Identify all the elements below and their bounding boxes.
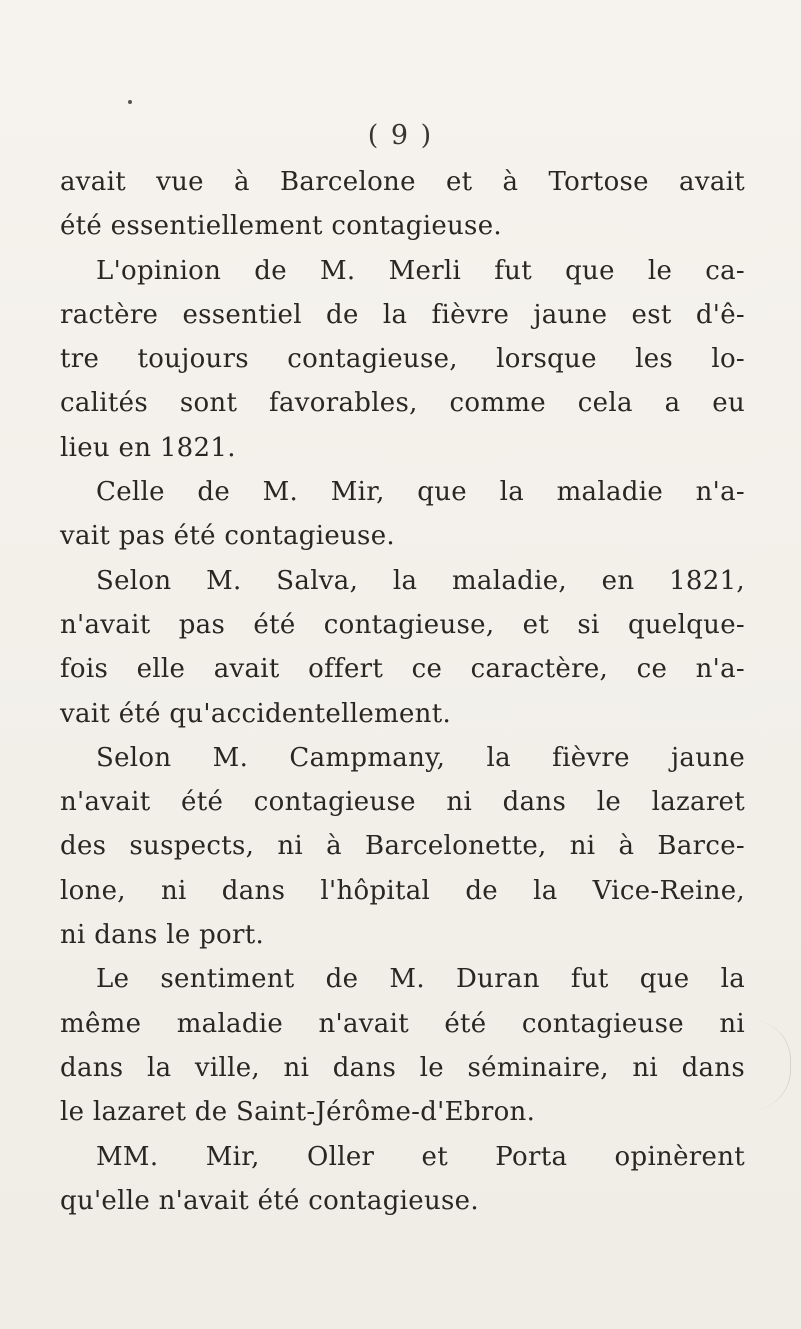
text-line: Selon M. Salva, la maladie, en 1821, (96, 565, 745, 596)
body-text (60, 160, 745, 1223)
text-line: calités sont favorables, comme cela a eu (60, 388, 745, 419)
ink-speck (128, 100, 132, 104)
text-line: même maladie n'avait été contagieuse ni (60, 1008, 745, 1039)
text-line: n'avait pas été contagieuse, et si quelque- (60, 609, 745, 640)
text-line: lone, ni dans l'hôpital de la Vice-Reine, (60, 875, 745, 906)
text-line: tre toujours contagieuse, lorsque les lo- (60, 344, 745, 375)
text-line: le lazaret de Saint-Jérôme-d'Ebron. (60, 1097, 536, 1128)
text-line: Celle de M. Mir, que la maladie n'a- (96, 477, 745, 508)
text-line: des suspects, ni à Barcelonette, ni à Barce- (60, 831, 745, 862)
text-line: Le sentiment de M. Duran fut que la (96, 964, 745, 995)
text-line: Selon M. Campmany, la fièvre jaune (96, 742, 745, 773)
page-number: ( 9 ) (367, 120, 434, 151)
text-line: n'avait été contagieuse ni dans le lazaret (60, 787, 745, 818)
text-line: ractère essentiel de la fièvre jaune est d'ê- (60, 299, 745, 330)
text-line: vait pas été contagieuse. (60, 521, 395, 552)
text-line: ni dans le port. (60, 920, 265, 951)
text-line: dans la ville, ni dans le séminaire, ni dans (60, 1052, 745, 1083)
text-line: été essentiellement contagieuse. (60, 211, 502, 242)
text-line: qu'elle n'avait été contagieuse. (60, 1185, 479, 1216)
text-line: L'opinion de M. Merli fut que le ca- (96, 255, 745, 286)
paper-edge-mark (750, 1020, 791, 1110)
text-line: fois elle avait offert ce caractère, ce n'a- (60, 654, 745, 685)
text-line: vait été qu'accidentellement. (60, 698, 452, 729)
text-line: lieu en 1821. (60, 432, 236, 463)
text-line: avait vue à Barcelone et à Tortose avait (60, 167, 745, 197)
text-line: MM. Mir, Oller et Porta opinèrent (96, 1141, 745, 1172)
